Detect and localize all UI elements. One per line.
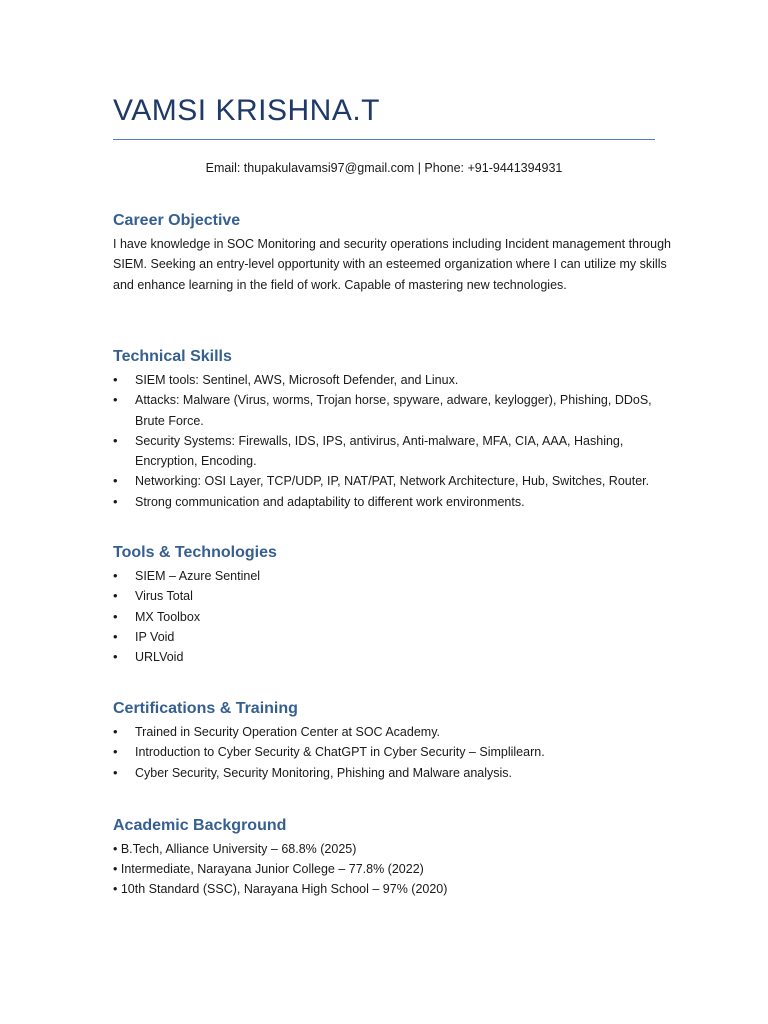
- list-item: • Cyber Security, Security Monitoring, Phishing and Malware analysis.: [113, 763, 673, 783]
- list-item: • Introduction to Cyber Security & ChatGPT in Cyber Security – Simplilearn.: [113, 742, 673, 762]
- candidate-name: VAMSI KRISHNA.T: [113, 94, 380, 127]
- academic-list: [113, 839, 673, 899]
- list-item: • Trained in Security Operation Center at SOC Academy.: [113, 722, 673, 742]
- list-item: • URLVoid: [113, 647, 673, 667]
- list-item: • SIEM – Azure Sentinel: [113, 566, 673, 586]
- list-item: • 10th Standard (SSC), Narayana High School – 97% (2020): [113, 882, 448, 896]
- academic-heading: Academic Background: [113, 817, 287, 834]
- tools-section: [113, 544, 673, 667]
- header-divider: [113, 139, 655, 140]
- list-item: • Intermediate, Narayana Junior College – 77.8% (2022): [113, 862, 424, 876]
- tools-heading: Tools & Technologies: [113, 544, 277, 561]
- list-item: • Strong communication and adaptability to different work environments.: [113, 492, 661, 512]
- list-item: • B.Tech, Alliance University – 68.8% (2025): [113, 842, 357, 856]
- list-item: • MX Toolbox: [113, 607, 673, 627]
- contact-line: Email: thupakulavamsi97@gmail.com | Phone: +91-9441394931: [205, 161, 563, 175]
- career-objective-heading: Career Objective: [113, 212, 241, 229]
- list-item: • Virus Total: [113, 586, 673, 606]
- certifications-heading: Certifications & Training: [113, 700, 298, 717]
- list-item: • Security Systems: Firewalls, IDS, IPS, antivirus, Anti-malware, MFA, CIA, AAA, Hashing, Encryption, Encoding.: [113, 431, 661, 472]
- list-item: • SIEM tools: Sentinel, AWS, Microsoft Defender, and Linux.: [113, 370, 661, 390]
- certifications-list: [113, 722, 673, 783]
- academic-section: [113, 817, 673, 899]
- list-item: • Networking: OSI Layer, TCP/UDP, IP, NAT/PAT, Network Architecture, Hub, Switches, Router.: [113, 471, 661, 491]
- certifications-section: [113, 700, 673, 783]
- career-objective-section: [113, 212, 673, 295]
- list-item: • IP Void: [113, 627, 673, 647]
- technical-skills-section: [113, 348, 661, 512]
- tools-list: [113, 566, 673, 667]
- technical-skills-heading: Technical Skills: [113, 348, 232, 365]
- technical-skills-list: [113, 370, 661, 512]
- list-item: • Attacks: Malware (Virus, worms, Trojan horse, spyware, adware, keylogger), Phishing, DDoS, Brute Force.: [113, 390, 661, 431]
- career-objective-text: I have knowledge in SOC Monitoring and security operations including Incident management through SIEM. Seeking an entry-level opportunity with an esteemed organization where I can utilize my skills and enhance learning in the field of work. Capable of mastering new technologies.: [113, 237, 671, 292]
